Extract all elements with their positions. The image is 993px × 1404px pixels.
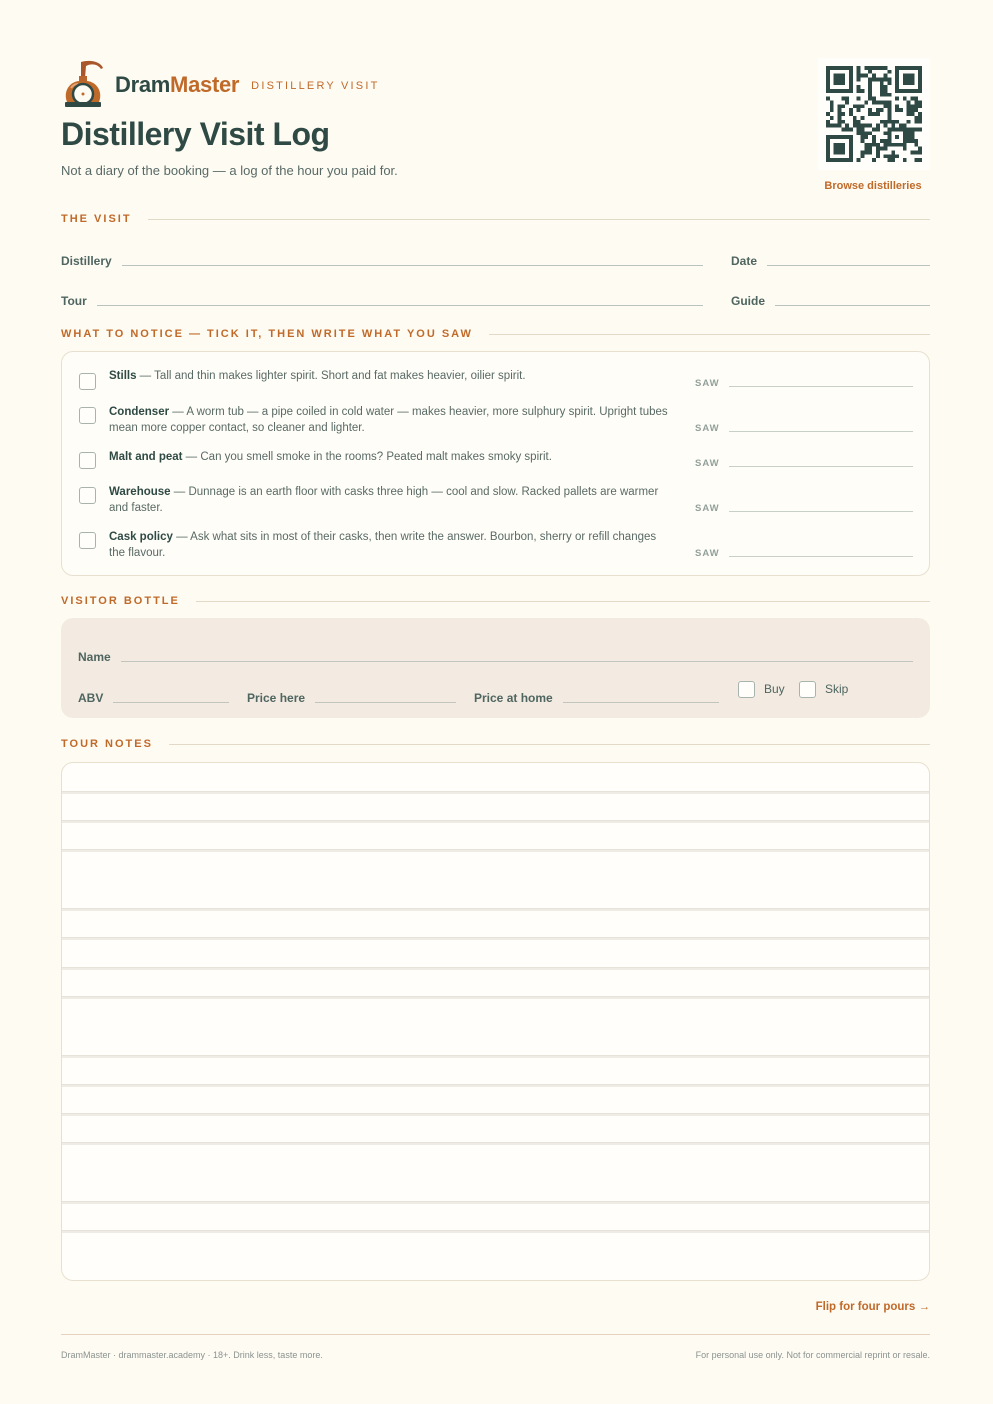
field-label: Date	[731, 254, 758, 268]
saw-label: SAW	[695, 423, 720, 434]
notice-checkbox[interactable]	[79, 532, 96, 549]
write-line[interactable]	[315, 702, 456, 703]
page-title: Distillery Visit Log	[61, 116, 330, 152]
notice-checkbox[interactable]	[79, 452, 96, 469]
saw-write-line[interactable]	[729, 386, 913, 387]
field-label: Price here	[247, 691, 306, 705]
notice-checkbox[interactable]	[79, 407, 96, 424]
field-label: Guide	[731, 294, 766, 308]
write-line[interactable]	[775, 305, 930, 306]
note-line	[62, 996, 929, 999]
price-home-field[interactable]	[474, 687, 719, 705]
field-label: Distillery	[61, 254, 112, 268]
section-divider	[196, 601, 930, 602]
note-line	[62, 1055, 929, 1058]
visitor-bottle-panel	[61, 618, 930, 718]
note-line	[62, 908, 929, 911]
notice-text: Condenser — A worm tub — a pipe coiled in cold water — makes heavier, more sulphury spirit. Upright tubes mean more copper contact, so cleaner and lighter.	[109, 406, 668, 434]
notice-text: Cask policy — Ask what sits in most of their casks, then write the answer. Bourbon, sherry or refill changes the flavour.	[109, 531, 657, 559]
field-label: Price at home	[474, 691, 553, 705]
skip-label: Skip	[825, 682, 849, 696]
section-label: VISITOR BOTTLE	[61, 595, 180, 607]
write-line[interactable]	[121, 661, 913, 662]
buy-checkbox[interactable]	[738, 681, 755, 698]
footer-legal-text: For personal use only. Not for commercial reprint or resale.	[695, 1350, 930, 1360]
brand-tag: DISTILLERY VISIT	[251, 79, 380, 92]
saw-write-line[interactable]	[729, 431, 913, 432]
write-line[interactable]	[563, 702, 719, 703]
note-line	[62, 1084, 929, 1087]
abv-field[interactable]	[78, 687, 229, 705]
saw-label: SAW	[695, 458, 720, 469]
pot-still-icon	[61, 58, 105, 112]
flip-link[interactable]: Flip for four pours →	[815, 1301, 930, 1313]
bottle-name-field[interactable]	[78, 646, 913, 664]
write-line[interactable]	[767, 265, 930, 266]
notice-text: Malt and peat — Can you smell smoke in the rooms? Peated malt makes smoky spirit.	[109, 451, 552, 463]
qr-caption[interactable]: Browse distilleries	[824, 180, 922, 192]
qr-code[interactable]	[818, 58, 930, 170]
section-label: THE VISIT	[61, 213, 132, 225]
saw-label: SAW	[695, 548, 720, 559]
section-bottle	[61, 593, 930, 609]
date-field[interactable]	[731, 250, 930, 268]
notice-text: Warehouse — Dunnage is an earth floor with casks three high — cool and slow. Racked pallets are warmer and faster.	[109, 486, 659, 514]
guide-field[interactable]	[731, 290, 930, 308]
section-label: WHAT TO NOTICE — TICK IT, THEN WRITE WHAT YOU SAW	[61, 328, 473, 340]
price-here-field[interactable]	[247, 687, 456, 705]
distillery-field[interactable]	[61, 250, 703, 268]
note-line	[62, 937, 929, 940]
notice-checklist	[61, 351, 930, 576]
write-line[interactable]	[97, 305, 703, 306]
buy-choice[interactable]	[738, 680, 785, 698]
note-line	[62, 1142, 929, 1145]
section-notes	[61, 736, 930, 752]
field-label: Tour	[61, 294, 87, 308]
qr-code-icon	[826, 66, 922, 162]
saw-write-line[interactable]	[729, 466, 913, 467]
tour-notes-area[interactable]	[61, 762, 930, 1281]
section-notice	[61, 326, 930, 342]
notice-text: Stills — Tall and thin makes lighter spirit. Short and fat makes heavier, oilier spirit.	[109, 370, 526, 382]
section-label: TOUR NOTES	[61, 738, 153, 750]
saw-write-line[interactable]	[729, 511, 913, 512]
field-label: ABV	[78, 691, 104, 705]
brand-name: DramMaster	[115, 72, 240, 97]
notice-checkbox[interactable]	[79, 487, 96, 504]
saw-write-line[interactable]	[729, 556, 913, 557]
note-line	[62, 1113, 929, 1116]
note-line	[62, 849, 929, 852]
write-line[interactable]	[122, 265, 703, 266]
brand-header	[61, 58, 380, 112]
write-line[interactable]	[113, 702, 229, 703]
section-divider	[148, 219, 930, 220]
section-divider	[489, 334, 930, 335]
buy-label: Buy	[764, 682, 785, 696]
skip-checkbox[interactable]	[799, 681, 816, 698]
note-line	[62, 967, 929, 970]
section-visit	[61, 211, 930, 227]
page-subtitle: Not a diary of the booking — a log of the hour you paid for.	[61, 163, 398, 178]
footer-brand-text: DramMaster · drammaster.academy · 18+. Drink less, taste more.	[61, 1350, 323, 1360]
section-divider	[169, 744, 930, 745]
skip-choice[interactable]	[799, 680, 848, 698]
notice-checkbox[interactable]	[79, 373, 96, 390]
note-line	[62, 1201, 929, 1204]
tour-field[interactable]	[61, 290, 703, 308]
field-label: Name	[78, 650, 111, 664]
footer-divider	[61, 1334, 930, 1335]
saw-label: SAW	[695, 378, 720, 389]
note-line	[62, 1230, 929, 1233]
note-line	[62, 820, 929, 823]
saw-label: SAW	[695, 503, 720, 514]
note-line	[62, 791, 929, 794]
